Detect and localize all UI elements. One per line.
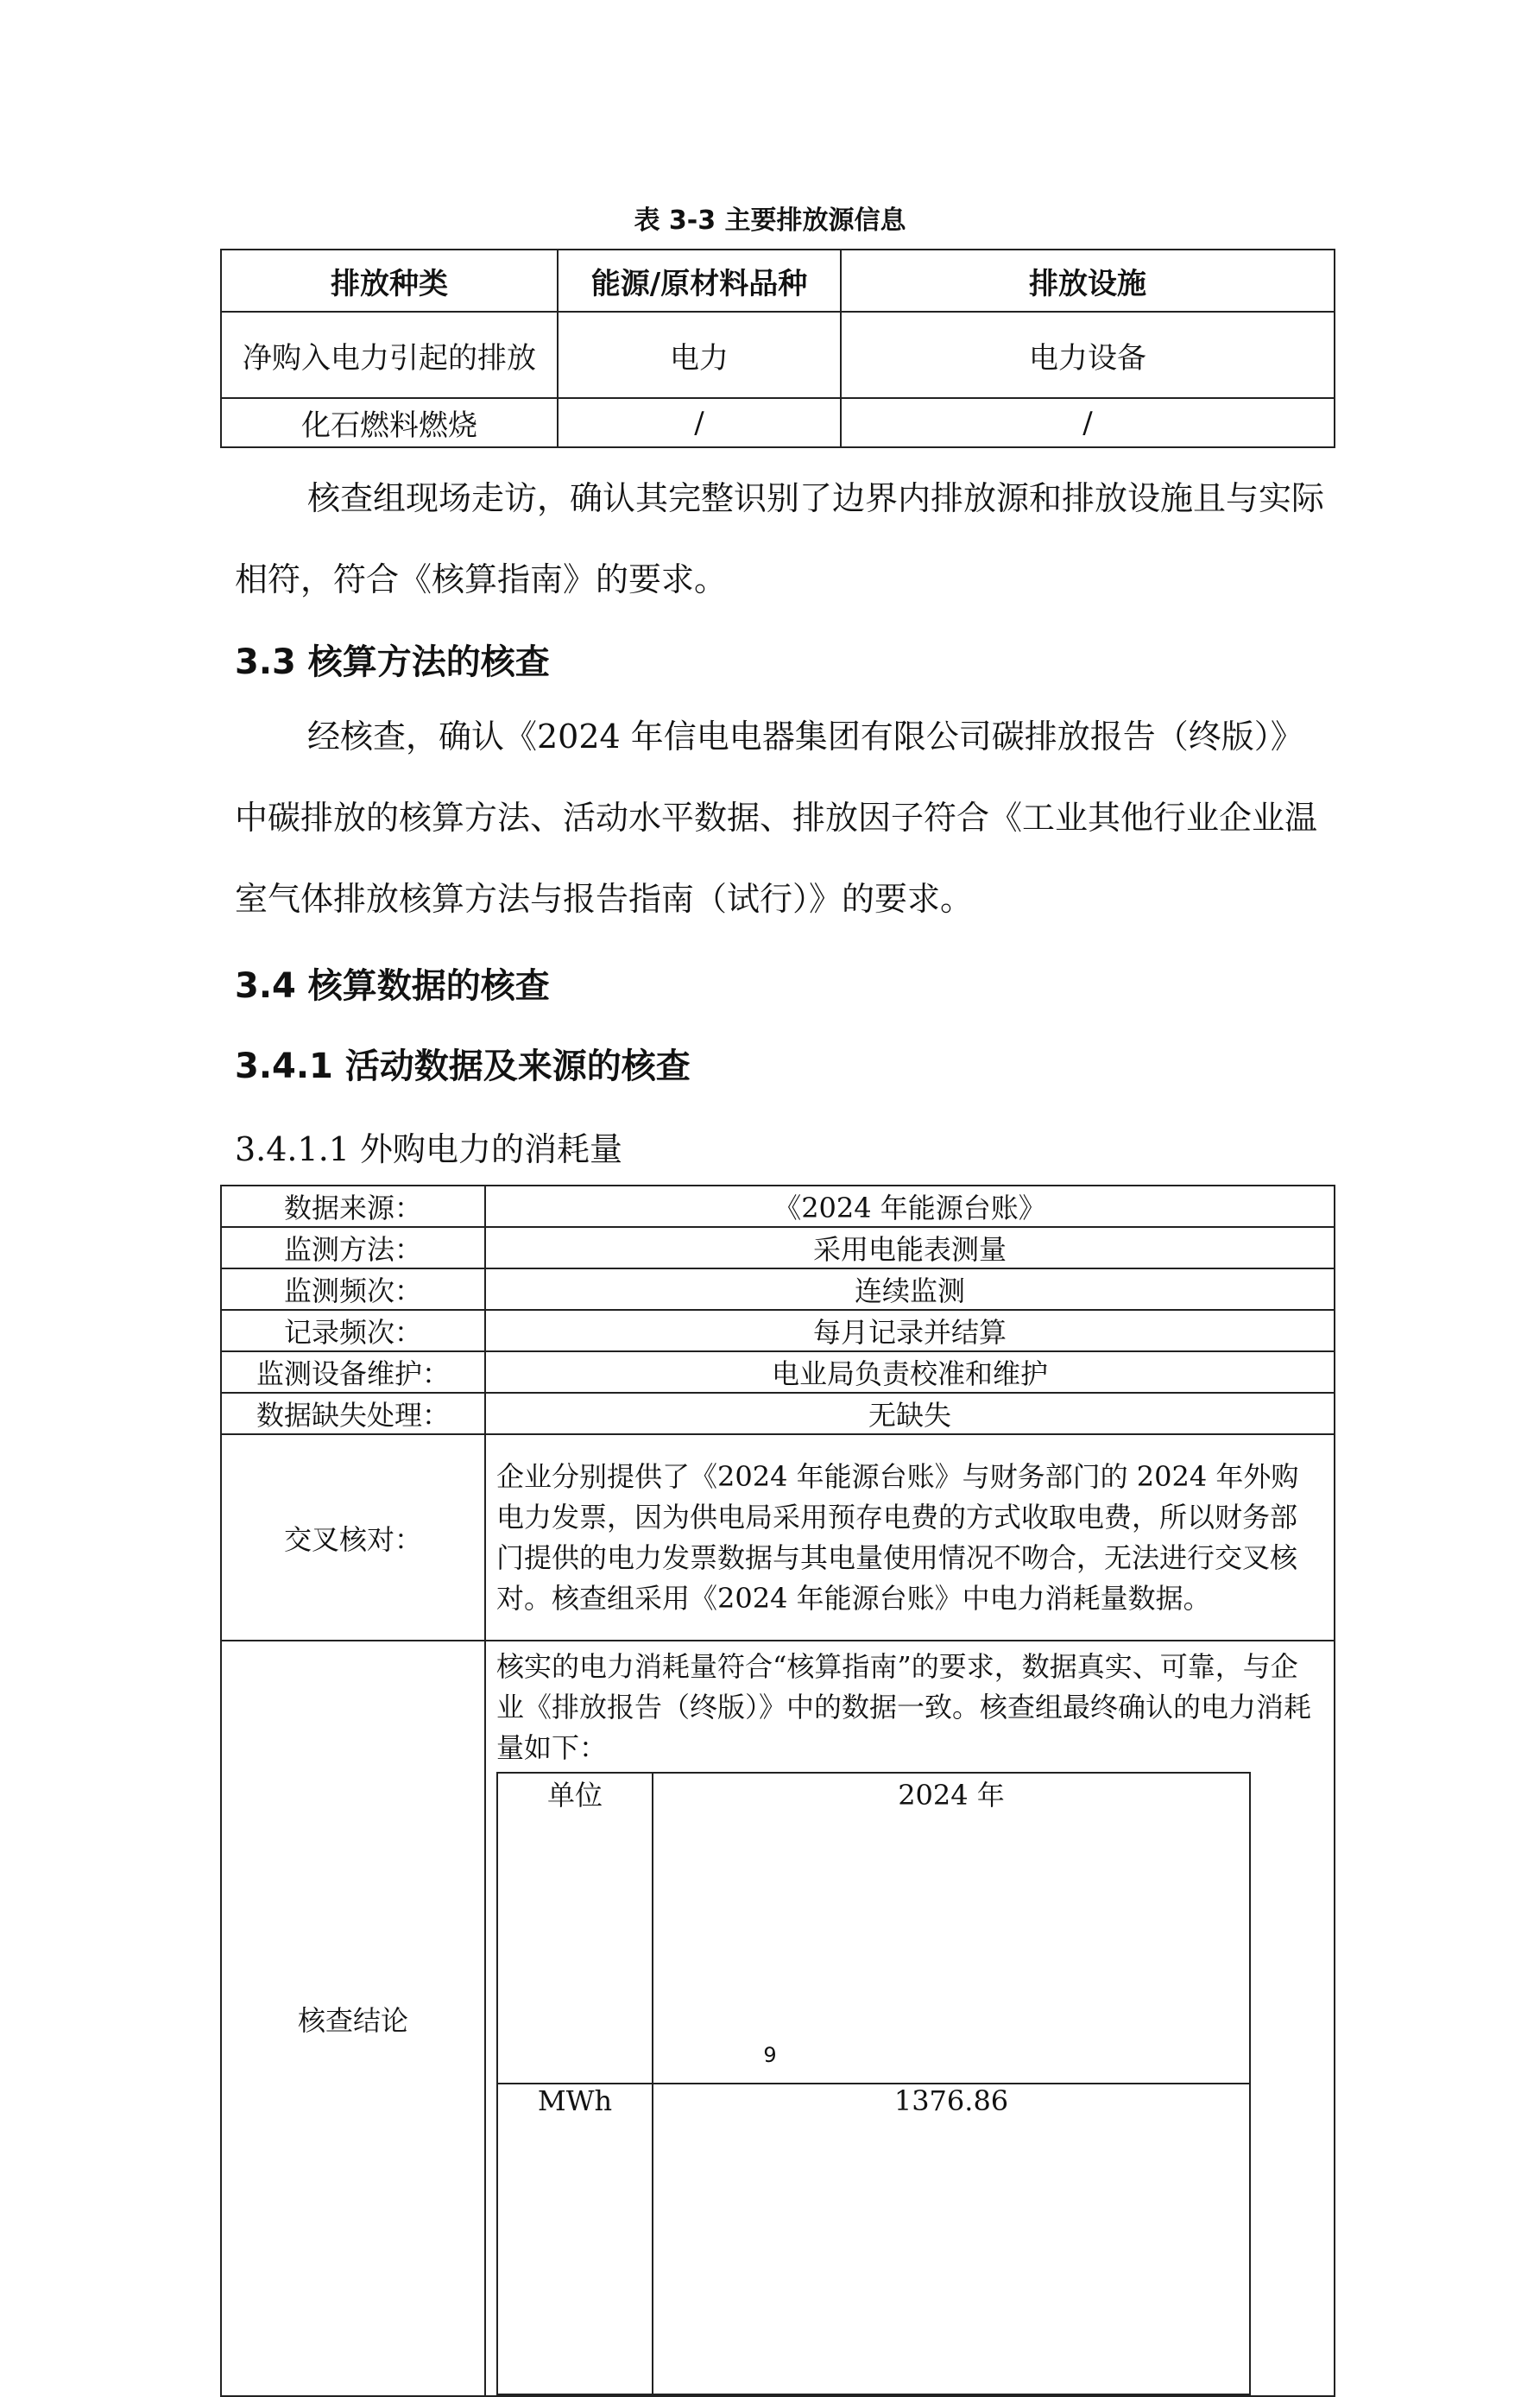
- section-heading-3-4-1: 3.4.1 活动数据及来源的核查: [235, 1047, 691, 1086]
- row-value: 电业局负责校准和维护: [485, 1351, 1335, 1393]
- section-heading-3-3: 3.3 核算方法的核查: [235, 642, 550, 682]
- table-row: [221, 398, 1335, 447]
- conclusion-text: 核实的电力消耗量符合“核算指南”的要求，数据真实、可靠，与企业《排放报告（终版）》中的数据一致。核查组最终确认的电力消耗量如下：: [496, 1650, 1312, 1764]
- row-value: 采用电能表测量: [485, 1227, 1335, 1268]
- electricity-data-table: [220, 1185, 1335, 2397]
- section-heading-3-4: 3.4 核算数据的核查: [235, 966, 550, 1006]
- conclusion-cell: [485, 1641, 1335, 2396]
- table-cell: 化石燃料燃烧: [221, 398, 558, 447]
- row-key: 记录频次：: [221, 1310, 485, 1351]
- paragraph-method-check: 经核查，确认《2024 年信电电器集团有限公司碳排放报告（终版）》中碳排放的核算方法、活动水平数据、排放因子符合《工业其他行业企业温室气体排放核算方法与报告指南（试行）》的要求。: [235, 718, 1318, 918]
- table-cell: 净购入电力引起的排放: [221, 312, 558, 398]
- row-key: 监测方法：: [221, 1227, 485, 1268]
- table-caption: 表 3-3 主要排放源信息: [634, 206, 906, 236]
- value-cell: 1376.86: [653, 2084, 1250, 2394]
- page-number: 9: [763, 2043, 777, 2067]
- row-value: 《2024 年能源台账》: [485, 1186, 1335, 1227]
- table-cell: /: [841, 398, 1335, 447]
- table-row: [497, 1773, 1250, 2084]
- row-value: 无缺失: [485, 1393, 1335, 1434]
- year-header: 2024 年: [653, 1773, 1250, 2084]
- cross-check-text: 企业分别提供了《2024 年能源台账》与财务部门的 2024 年外购电力发票，因为供电局采用预存电费的方式收取电费，所以财务部门提供的电力发票数据与其电量使用情况不吻合，无法进行交叉核对。核查组采用《2024 年能源台账》中电力消耗量数据。: [485, 1434, 1335, 1641]
- header-cell: 排放种类: [221, 250, 558, 312]
- unit-cell: MWh: [497, 2084, 653, 2394]
- table-row: [221, 312, 1335, 398]
- row-key: 核查结论: [221, 1641, 485, 2396]
- table-row: [221, 1351, 1335, 1393]
- row-value: 每月记录并结算: [485, 1310, 1335, 1351]
- unit-header: 单位: [497, 1773, 653, 2084]
- paragraph-boundary-check: 核查组现场走访，确认其完整识别了边界内排放源和排放设施且与实际相符，符合《核算指南》的要求。: [235, 479, 1325, 598]
- table-cell: 电力: [558, 312, 841, 398]
- table-cell: /: [558, 398, 841, 447]
- table-row: [497, 2084, 1250, 2394]
- table-row-conclusion: [221, 1641, 1335, 2396]
- table-row: [221, 1186, 1335, 1227]
- table-cell: 电力设备: [841, 312, 1335, 398]
- consumption-table: [496, 1772, 1251, 2395]
- table-row: [221, 1227, 1335, 1268]
- emission-sources-table: [220, 249, 1335, 448]
- table-header-row: [221, 250, 1335, 312]
- table-row: [221, 1310, 1335, 1351]
- row-value: 连续监测: [485, 1268, 1335, 1310]
- row-key: 监测设备维护：: [221, 1351, 485, 1393]
- table-row: [221, 1393, 1335, 1434]
- row-key: 交叉核对：: [221, 1434, 485, 1641]
- row-key: 监测频次：: [221, 1268, 485, 1310]
- header-cell: 排放设施: [841, 250, 1335, 312]
- table-row: [221, 1268, 1335, 1310]
- table-row-cross-check: [221, 1434, 1335, 1641]
- header-cell: 能源/原材料品种: [558, 250, 841, 312]
- row-key: 数据缺失处理：: [221, 1393, 485, 1434]
- row-key: 数据来源：: [221, 1186, 485, 1227]
- section-heading-3-4-1-1: 3.4.1.1 外购电力的消耗量: [235, 1130, 623, 1168]
